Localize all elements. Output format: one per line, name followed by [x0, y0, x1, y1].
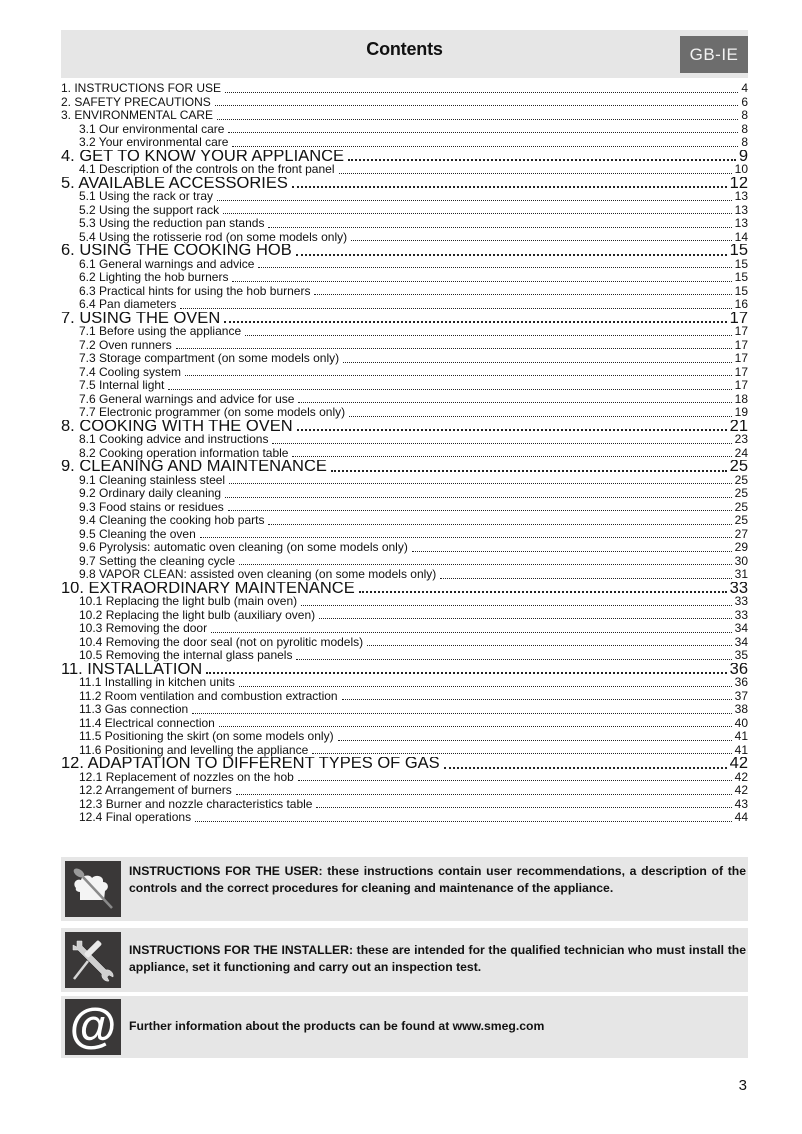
toc-entry-page: 34: [734, 622, 748, 635]
toc-entry-label: 12.4 Final operations: [79, 811, 192, 824]
toc-entry-page: 33: [734, 608, 748, 622]
dot-leader: [228, 509, 732, 511]
dot-leader: [349, 415, 732, 417]
user-instructions-text: INSTRUCTIONS FOR THE USER: these instructions contain user recommendations, a description of the controls and the correct procedures for cleaning and maintenance of the appliance.: [129, 864, 746, 895]
toc-entry-page: 15: [734, 257, 748, 271]
toc-section-entry[interactable]: [61, 177, 748, 191]
toc-entry-label: 7.7 Electronic programmer (on some models only): [79, 406, 346, 419]
toc-entry-label: 3.2 Your environmental care: [79, 136, 229, 149]
dot-leader: [319, 617, 732, 619]
wrench-screwdriver-icon: [65, 932, 121, 988]
dot-leader: [348, 158, 736, 161]
toc-entry-label: 5. AVAILABLE ACCESSORIES: [61, 176, 288, 190]
toc-subsection-entry[interactable]: [61, 271, 748, 285]
dot-leader: [219, 725, 732, 727]
dot-leader: [312, 752, 731, 754]
toc-section-entry[interactable]: [61, 109, 748, 123]
toc-entry-label: 7.1 Before using the appliance: [79, 325, 242, 338]
dot-leader: [314, 293, 731, 295]
toc-subsection-entry[interactable]: [61, 730, 748, 744]
toc-subsection-entry[interactable]: [61, 447, 748, 461]
toc-subsection-entry[interactable]: [61, 703, 748, 717]
dot-leader: [211, 631, 732, 633]
toc-section-entry[interactable]: [61, 663, 748, 677]
dot-leader: [343, 361, 732, 363]
info-box-user: [61, 857, 748, 921]
toc-entry-label: 4.1 Description of the controls on the front panel: [79, 163, 335, 176]
dot-leader: [228, 131, 738, 133]
toc-entry-page: 33: [729, 581, 748, 595]
toc-entry-label: 9.3 Food stains or residues: [79, 500, 224, 514]
toc-entry-page: 41: [734, 730, 748, 743]
dot-leader: [412, 550, 732, 552]
dot-leader: [168, 388, 731, 390]
toc-entry-label: 9. CLEANING AND MAINTENANCE: [61, 460, 327, 474]
toc-subsection-entry[interactable]: [61, 298, 748, 312]
toc-entry-label: 10.5 Removing the internal glass panels: [79, 649, 293, 662]
toc-entry-page: 40: [734, 716, 748, 730]
dot-leader: [331, 469, 727, 472]
dot-leader: [298, 779, 732, 781]
toc-entry-page: 25: [734, 500, 748, 514]
toc-section-entry[interactable]: [61, 96, 748, 110]
dot-leader: [217, 199, 732, 201]
toc-entry-label: 9.4 Cleaning the cooking hob parts: [79, 514, 265, 527]
toc-subsection-entry[interactable]: [61, 501, 748, 515]
toc-entry-label: 9.5 Cleaning the oven: [79, 527, 196, 541]
dot-leader: [225, 496, 732, 498]
toc-entry-page: 17: [734, 352, 748, 365]
toc-subsection-entry[interactable]: [61, 204, 748, 218]
toc-subsection-entry[interactable]: [61, 379, 748, 393]
toc-subsection-entry[interactable]: [61, 528, 748, 542]
toc-entry-label: 9.7 Setting the cleaning cycle: [79, 554, 236, 568]
toc-entry-label: 8. COOKING WITH THE OVEN: [61, 419, 293, 433]
toc-entry-page: 42: [734, 784, 748, 797]
toc-entry-page: 37: [734, 689, 748, 703]
toc-subsection-entry[interactable]: [61, 609, 748, 623]
toc-entry-label: 3. ENVIRONMENTAL CARE: [61, 109, 214, 122]
dot-leader: [268, 523, 731, 525]
toc-entry-label: 12.3 Burner and nozzle characteristics table: [79, 797, 313, 811]
toc-entry-page: 13: [734, 203, 748, 217]
toc-entry-page: 8: [741, 136, 748, 149]
toc-subsection-entry[interactable]: [61, 568, 748, 582]
toc-entry-page: 21: [729, 419, 748, 433]
toc-subsection-entry[interactable]: [61, 811, 748, 825]
dot-leader: [239, 685, 732, 687]
dot-leader: [268, 226, 731, 228]
dot-leader: [192, 712, 731, 714]
toc-entry-page: 12: [729, 176, 748, 190]
dot-leader: [367, 644, 731, 646]
toc-entry-page: 9: [738, 149, 748, 163]
toc-entry-page: 42: [734, 770, 748, 784]
toc-subsection-entry[interactable]: [61, 163, 748, 177]
toc-subsection-entry[interactable]: [61, 744, 748, 758]
dot-leader: [236, 793, 732, 795]
toc-subsection-entry[interactable]: [61, 487, 748, 501]
toc-entry-label: 11.4 Electrical connection: [79, 716, 215, 730]
toc-subsection-entry[interactable]: [61, 136, 748, 150]
dot-leader: [206, 671, 726, 674]
table-of-contents: [61, 82, 748, 825]
toc-entry-label: 6.3 Practical hints for using the hob burners: [79, 284, 311, 298]
dot-leader: [351, 239, 732, 241]
dot-leader: [292, 185, 727, 188]
toc-subsection-entry[interactable]: [61, 352, 748, 366]
toc-entry-page: 17: [734, 338, 748, 352]
toc-entry-page: 33: [734, 595, 748, 608]
toc-entry-label: 6.2 Lighting the hob burners: [79, 271, 229, 284]
dot-leader: [440, 577, 731, 579]
toc-subsection-entry[interactable]: [61, 636, 748, 650]
toc-entry-page: 4: [741, 82, 748, 95]
toc-entry-page: 8: [741, 122, 748, 136]
page-title: Contents: [366, 39, 443, 59]
toc-subsection-entry[interactable]: [61, 771, 748, 785]
dot-leader: [232, 145, 738, 147]
toc-entry-page: 8: [741, 109, 748, 122]
toc-subsection-entry[interactable]: [61, 190, 748, 204]
toc-subsection-entry[interactable]: [61, 366, 748, 380]
toc-entry-page: 41: [734, 743, 748, 757]
toc-section-entry[interactable]: [61, 244, 748, 258]
dot-leader: [215, 104, 739, 106]
toc-entry-page: 17: [734, 365, 748, 379]
toc-entry-page: 17: [734, 325, 748, 338]
toc-entry-label: 11. INSTALLATION: [61, 662, 203, 676]
toc-entry-label: 7.2 Oven runners: [79, 338, 172, 352]
toc-entry-page: 43: [734, 797, 748, 811]
toc-entry-label: 6.1 General warnings and advice: [79, 257, 255, 271]
toc-entry-page: 14: [734, 230, 748, 244]
toc-entry-page: 35: [734, 649, 748, 662]
info-box-website: [61, 996, 748, 1058]
dot-leader: [298, 401, 731, 403]
dot-leader: [245, 334, 732, 336]
toc-entry-label: 2. SAFETY PRECAUTIONS: [61, 95, 211, 109]
toc-section-entry[interactable]: [61, 150, 748, 164]
toc-entry-label: 6.4 Pan diameters: [79, 298, 177, 311]
toc-section-entry[interactable]: [61, 460, 748, 474]
toc-subsection-entry[interactable]: [61, 514, 748, 528]
dot-leader: [292, 455, 731, 457]
toc-entry-label: 12. ADAPTATION TO DIFFERENT TYPES OF GAS: [61, 757, 440, 771]
toc-entry-label: 4. GET TO KNOW YOUR APPLIANCE: [61, 149, 345, 163]
toc-entry-label: 7.4 Cooling system: [79, 365, 182, 379]
dot-leader: [223, 212, 732, 214]
toc-entry-page: 15: [729, 244, 748, 258]
toc-subsection-entry[interactable]: [61, 406, 748, 420]
dot-leader: [225, 91, 738, 93]
toc-entry-page: 29: [734, 541, 748, 554]
toc-subsection-entry[interactable]: [61, 231, 748, 245]
toc-subsection-entry[interactable]: [61, 393, 748, 407]
dot-leader: [180, 307, 731, 309]
toc-subsection-entry[interactable]: [61, 649, 748, 663]
toc-entry-page: 17: [729, 311, 748, 325]
toc-subsection-entry[interactable]: [61, 258, 748, 272]
website-info-text: Further information about the products can be found at www.smeg.com: [129, 1019, 545, 1033]
toc-entry-label: 11.6 Positioning and levelling the appliance: [79, 743, 309, 757]
dot-leader: [200, 536, 732, 538]
toc-entry-page: 13: [734, 190, 748, 203]
dot-leader: [359, 590, 727, 593]
toc-section-entry[interactable]: [61, 757, 748, 771]
toc-subsection-entry[interactable]: [61, 622, 748, 636]
dot-leader: [444, 766, 727, 769]
dot-leader: [176, 347, 732, 349]
toc-subsection-entry[interactable]: [61, 217, 748, 231]
toc-entry-page: 25: [729, 460, 748, 474]
toc-subsection-entry[interactable]: [61, 474, 748, 488]
contents-header: [61, 30, 748, 78]
toc-entry-page: 15: [734, 284, 748, 298]
chef-hat-spoon-icon: [65, 861, 121, 917]
installer-instructions-text: INSTRUCTIONS FOR THE INSTALLER: these are intended for the qualified technician who must install the appliance, set it functioning and carry out an inspection test.: [129, 943, 746, 974]
toc-entry-label: 9.2 Ordinary daily cleaning: [79, 487, 222, 500]
toc-entry-page: 44: [734, 811, 748, 824]
toc-subsection-entry[interactable]: [61, 690, 748, 704]
dot-leader: [316, 806, 731, 808]
language-badge: GB-IE: [680, 36, 748, 73]
toc-entry-page: 30: [734, 554, 748, 568]
toc-subsection-entry[interactable]: [61, 285, 748, 299]
toc-entry-label: 10.2 Replacing the light bulb (auxiliary oven): [79, 608, 316, 622]
toc-entry-page: 10: [734, 163, 748, 176]
toc-entry-label: 10.3 Removing the door: [79, 622, 208, 635]
dot-leader: [185, 374, 732, 376]
toc-subsection-entry[interactable]: [61, 595, 748, 609]
dot-leader: [338, 739, 732, 741]
toc-entry-label: 1. INSTRUCTIONS FOR USE: [61, 82, 222, 95]
dot-leader: [258, 266, 731, 268]
toc-subsection-entry[interactable]: [61, 541, 748, 555]
toc-entry-page: 17: [734, 379, 748, 392]
toc-entry-label: 5.1 Using the rack or tray: [79, 190, 214, 203]
toc-subsection-entry[interactable]: [61, 784, 748, 798]
dot-leader: [301, 604, 732, 606]
toc-entry-page: 16: [734, 298, 748, 311]
toc-entry-page: 27: [734, 527, 748, 541]
toc-entry-page: 25: [734, 473, 748, 487]
toc-entry-page: 19: [734, 406, 748, 419]
toc-subsection-entry[interactable]: [61, 325, 748, 339]
page-number: 3: [738, 1077, 747, 1094]
dot-leader: [297, 428, 727, 431]
toc-entry-label: 12.2 Arrangement of burners: [79, 784, 232, 797]
toc-entry-page: 38: [734, 703, 748, 716]
toc-entry-page: 31: [734, 568, 748, 581]
toc-section-entry[interactable]: [61, 582, 748, 596]
dot-leader: [239, 563, 732, 565]
toc-subsection-entry[interactable]: [61, 798, 748, 812]
toc-entry-label: 7.3 Storage compartment (on some models only): [79, 352, 340, 365]
dot-leader: [296, 658, 731, 660]
toc-entry-page: 6: [741, 95, 748, 109]
toc-subsection-entry[interactable]: [61, 339, 748, 353]
toc-subsection-entry[interactable]: [61, 717, 748, 731]
toc-entry-label: 6. USING THE COOKING HOB: [61, 244, 292, 258]
toc-entry-label: 9.6 Pyrolysis: automatic oven cleaning (on some models only): [79, 541, 408, 554]
toc-entry-page: 36: [729, 662, 748, 676]
toc-subsection-entry[interactable]: [61, 555, 748, 569]
toc-entry-label: 11.5 Positioning the skirt (on some models only): [79, 730, 334, 743]
toc-entry-page: 15: [734, 271, 748, 284]
dot-leader: [342, 698, 732, 700]
toc-entry-label: 10. EXTRAORDINARY MAINTENANCE: [61, 581, 355, 595]
toc-entry-label: 5.3 Using the reduction pan stands: [79, 217, 265, 230]
toc-subsection-entry[interactable]: [61, 676, 748, 690]
dot-leader: [339, 172, 732, 174]
toc-entry-page: 24: [734, 446, 748, 460]
info-box-installer: [61, 928, 748, 992]
toc-entry-page: 25: [734, 514, 748, 527]
toc-section-entry[interactable]: [61, 420, 748, 434]
at-sign-icon: @: [65, 999, 121, 1055]
toc-entry-page: 36: [734, 676, 748, 689]
dot-leader: [229, 482, 732, 484]
dot-leader: [217, 118, 738, 120]
toc-entry-label: 11.3 Gas connection: [79, 703, 189, 716]
toc-entry-page: 42: [729, 757, 748, 771]
toc-entry-label: 5.4 Using the rotisserie rod (on some models only): [79, 230, 348, 244]
toc-entry-page: 18: [734, 392, 748, 406]
dot-leader: [296, 253, 727, 256]
toc-entry-label: 7.6 General warnings and advice for use: [79, 392, 295, 406]
toc-entry-label: 11.1 Installing in kitchen units: [79, 676, 235, 689]
toc-entry-label: 9.8 VAPOR CLEAN: assisted oven cleaning (on some models only): [79, 568, 437, 581]
toc-subsection-entry[interactable]: [61, 433, 748, 447]
toc-section-entry[interactable]: [61, 312, 748, 326]
toc-entry-label: 8.2 Cooking operation information table: [79, 446, 289, 460]
dot-leader: [224, 320, 726, 323]
toc-entry-label: 10.1 Replacing the light bulb (main oven): [79, 595, 298, 608]
toc-entry-label: 3.1 Our environmental care: [79, 122, 225, 136]
toc-entry-label: 7. USING THE OVEN: [61, 311, 221, 325]
toc-entry-label: 12.1 Replacement of nozzles on the hob: [79, 770, 294, 784]
toc-entry-page: 34: [734, 635, 748, 649]
toc-entry-label: 7.5 Internal light: [79, 379, 165, 392]
toc-entry-label: 8.1 Cooking advice and instructions: [79, 433, 269, 446]
toc-entry-label: 10.4 Removing the door seal (not on pyrolitic models): [79, 635, 364, 649]
dot-leader: [232, 280, 731, 282]
toc-entry-page: 25: [734, 487, 748, 500]
toc-section-entry[interactable]: [61, 82, 748, 96]
toc-entry-page: 13: [734, 217, 748, 230]
toc-entry-page: 23: [734, 433, 748, 446]
dot-leader: [272, 442, 731, 444]
toc-entry-label: 5.2 Using the support rack: [79, 203, 220, 217]
toc-entry-label: 11.2 Room ventilation and combustion extraction: [79, 689, 338, 703]
dot-leader: [195, 820, 732, 822]
toc-subsection-entry[interactable]: [61, 123, 748, 137]
toc-entry-label: 9.1 Cleaning stainless steel: [79, 473, 226, 487]
